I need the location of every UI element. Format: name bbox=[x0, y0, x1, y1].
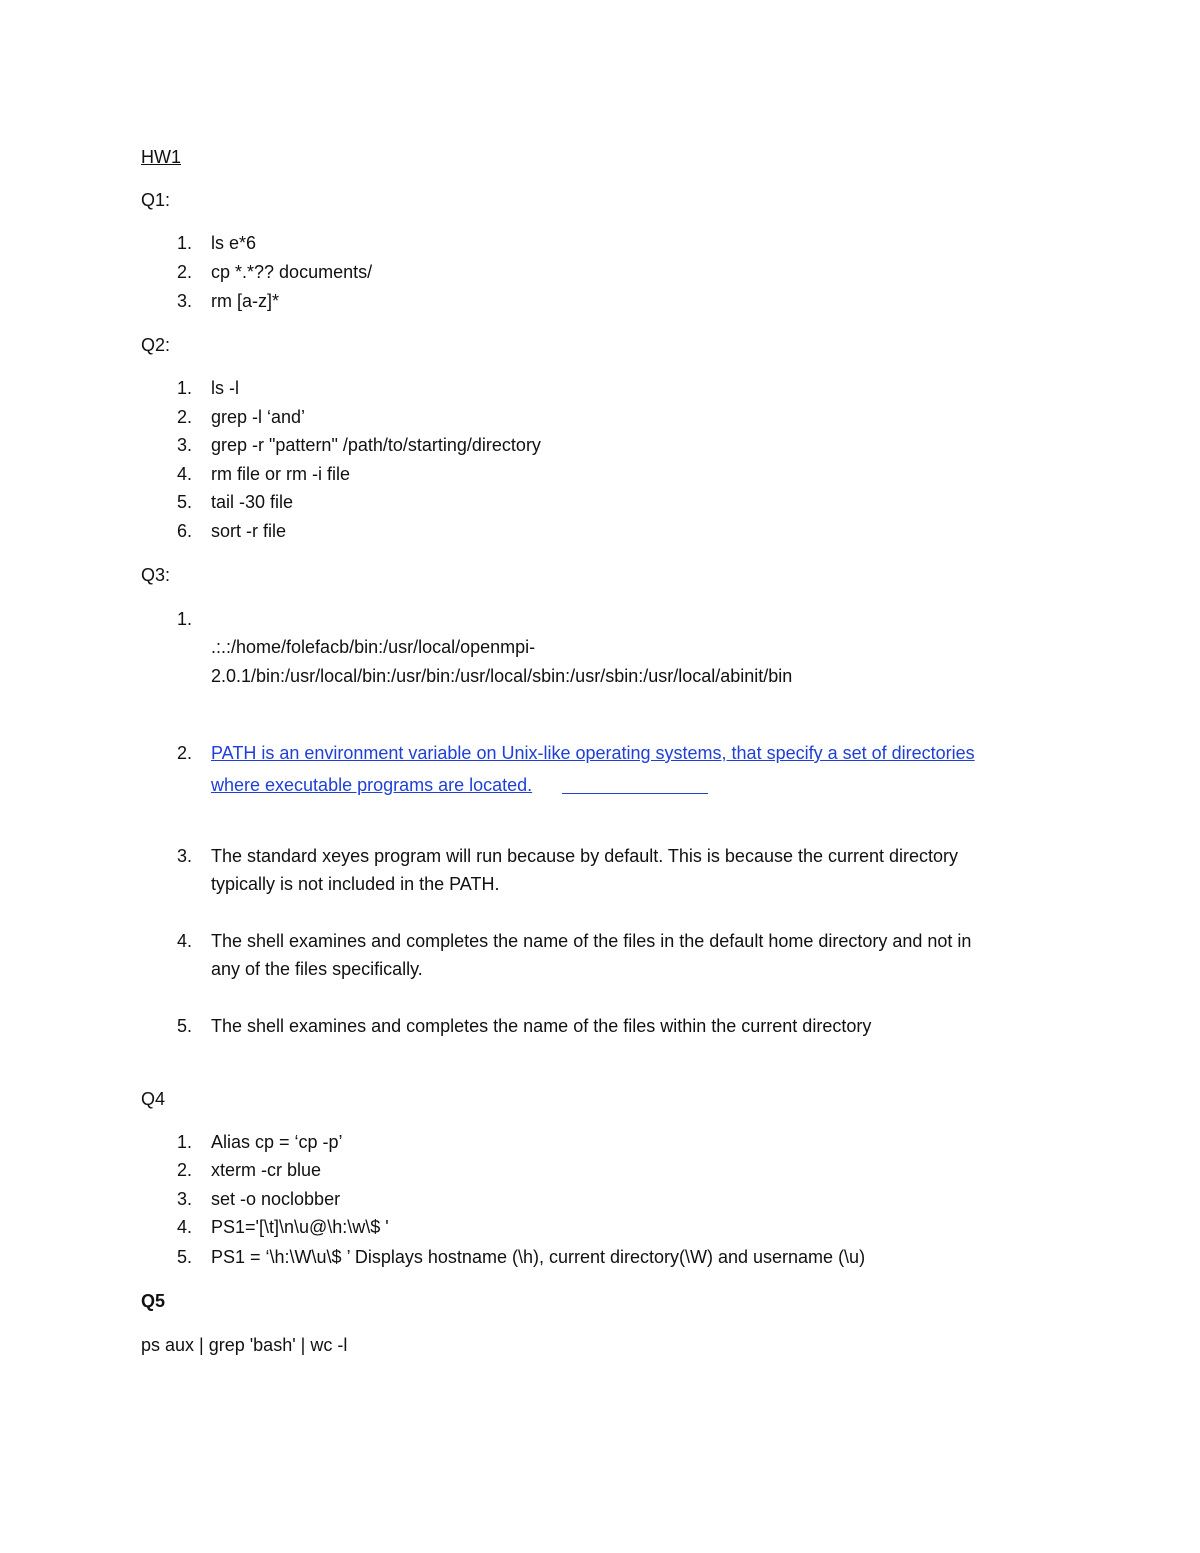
list-number: 3. bbox=[176, 291, 192, 311]
list-item: set -o noclobber bbox=[211, 1189, 341, 1209]
q1-heading: Q1: bbox=[141, 190, 171, 210]
list-number: 1. bbox=[176, 1132, 192, 1152]
list-number: 5. bbox=[176, 1016, 192, 1036]
list-item-line: .:.:/home/folefacb/bin:/usr/local/openmpi- bbox=[211, 637, 536, 657]
list-item: tail -30 file bbox=[211, 492, 294, 512]
list-number: 3. bbox=[176, 435, 192, 455]
list-item-line: 2.0.1/bin:/usr/local/bin:/usr/bin:/usr/local/sbin:/usr/sbin:/usr/local/abinit/bin bbox=[211, 666, 793, 686]
list-number: 3. bbox=[176, 846, 192, 866]
q4-heading: Q4 bbox=[141, 1089, 166, 1109]
list-item: sort -r file bbox=[211, 521, 287, 541]
list-number: 2. bbox=[176, 407, 192, 427]
list-item-line: any of the files specifically. bbox=[211, 959, 423, 979]
list-number: 1. bbox=[176, 378, 192, 398]
list-number: 6. bbox=[176, 521, 192, 541]
q2-heading: Q2: bbox=[141, 335, 171, 355]
list-item: rm [a-z]* bbox=[211, 291, 280, 311]
list-number: 2. bbox=[176, 743, 192, 763]
list-item: ls e*6 bbox=[211, 233, 257, 253]
document-title: HW1 bbox=[141, 147, 181, 167]
q5-command: ps aux | grep 'bash' | wc -l bbox=[141, 1335, 348, 1355]
list-item: grep -r "pattern" /path/to/starting/directory bbox=[211, 435, 541, 455]
list-item: cp *.*?? documents/ bbox=[211, 262, 373, 282]
list-number: 4. bbox=[176, 464, 192, 484]
list-item: PS1='[\t]\n\u@\h:\w\$ ' bbox=[211, 1217, 389, 1237]
q5-heading: Q5 bbox=[141, 1291, 166, 1311]
q3-heading: Q3: bbox=[141, 565, 171, 585]
list-number: 5. bbox=[176, 492, 192, 512]
list-item: xterm -cr blue bbox=[211, 1160, 322, 1180]
list-number: 4. bbox=[176, 1217, 192, 1237]
list-item-line: typically is not included in the PATH. bbox=[211, 874, 500, 894]
list-number: 2. bbox=[176, 262, 192, 282]
list-item: PS1 = ‘\h:\W\u\$ ’ Displays hostname (\h), current directory(\W) and username (\u) bbox=[211, 1247, 866, 1267]
list-item-line: The shell examines and completes the name of the files within the current directory bbox=[211, 1016, 872, 1036]
list-number: 1. bbox=[176, 609, 192, 629]
list-number: 2. bbox=[176, 1160, 192, 1180]
path-definition-link[interactable]: PATH is an environment variable on Unix-like operating systems, that specify a set of directories bbox=[211, 743, 975, 763]
list-item: ls -l bbox=[211, 378, 239, 398]
list-item: grep -l ‘and’ bbox=[211, 407, 306, 427]
list-number: 1. bbox=[176, 233, 192, 253]
list-number: 3. bbox=[176, 1189, 192, 1209]
list-item: rm file or rm -i file bbox=[211, 464, 350, 484]
list-number: 4. bbox=[176, 931, 192, 951]
list-item-line: The shell examines and completes the name of the files in the default home directory and not in bbox=[211, 931, 972, 951]
path-definition-link[interactable]: where executable programs are located. bbox=[211, 775, 533, 795]
link-underline bbox=[562, 793, 708, 794]
list-item-line: The standard xeyes program will run because by default. This is because the current directory bbox=[211, 846, 959, 866]
list-item: Alias cp = ‘cp -p’ bbox=[211, 1132, 343, 1152]
list-number: 5. bbox=[176, 1247, 192, 1267]
